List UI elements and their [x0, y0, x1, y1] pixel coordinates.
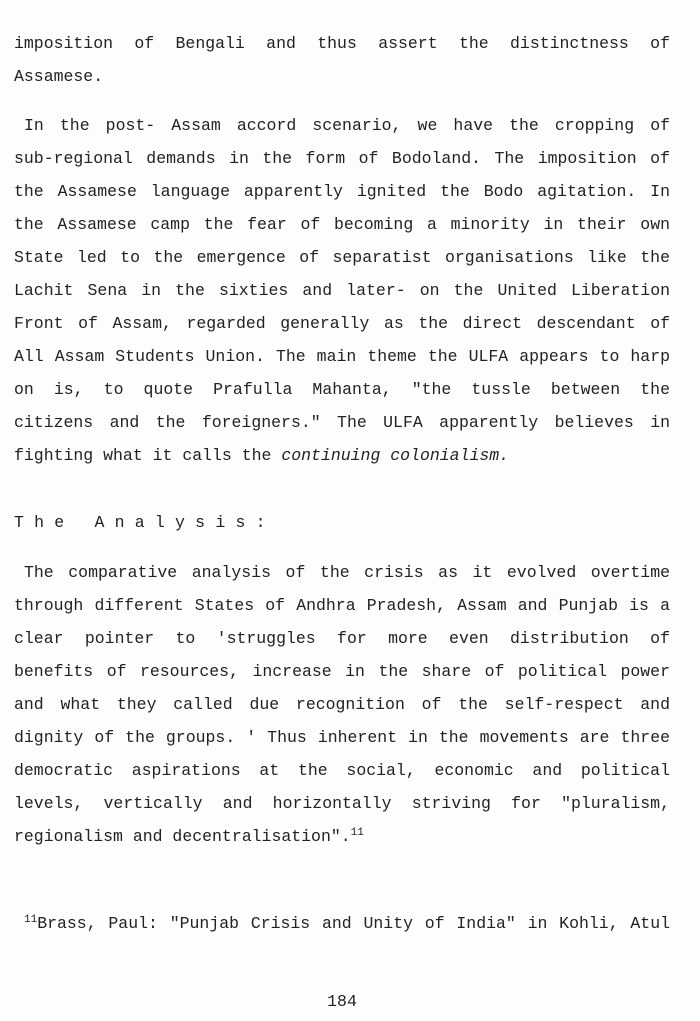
footnote — [14, 907, 670, 940]
footnote-text: Brass, Paul: "Punjab Crisis and Unity of India" in Kohli, Atul — [37, 914, 670, 933]
text-line: through different States of Andhra Pradesh, Assam and Punjab is a — [14, 596, 670, 615]
paragraph-2 — [14, 109, 670, 472]
page-number-area — [14, 985, 670, 1018]
page-number: 184 — [327, 992, 357, 1011]
text-line: State led to the emergence of separatist organisations like the — [14, 248, 670, 267]
paragraph-1 — [14, 27, 670, 93]
text-line: imposition of Bengali and thus assert the distinctness of — [14, 34, 670, 53]
footnote-line — [14, 907, 670, 940]
text-line: All Assam Students Union. The main theme the ULFA appears to harp — [14, 347, 670, 366]
text-line: benefits of resources, increase in the share of political power — [14, 662, 670, 681]
text-run: fighting what it calls the — [14, 446, 282, 465]
text-line — [14, 439, 670, 472]
text-line: sub-regional demands in the form of Bodoland. The imposition of — [14, 149, 670, 168]
section-heading — [14, 506, 670, 539]
text-run: regionalism and decentralisation". — [14, 827, 351, 846]
text-line: levels, vertically and horizontally striving for "pluralism, — [14, 794, 670, 813]
text-line: clear pointer to 'struggles for more even distribution of — [14, 629, 670, 648]
text-line: the Assamese camp the fear of becoming a minority in their own — [14, 215, 670, 234]
text-line: Lachit Sena in the sixties and later- on the United Liberation — [14, 281, 670, 300]
footnote-reference-marker: 11 — [350, 827, 364, 839]
text-line: citizens and the foreigners." The ULFA apparently believes in — [14, 413, 670, 432]
text-line: Front of Assam, regarded generally as the direct descendant of — [14, 314, 670, 333]
text-line: Assamese. — [14, 67, 104, 86]
paragraph-3 — [14, 556, 670, 853]
text-line: democratic aspirations at the social, economic and political — [14, 761, 670, 780]
text-line: The comparative analysis of the crisis as it evolved overtime — [24, 563, 670, 582]
text-line: on is, to quote Prafulla Mahanta, "the tussle between the — [14, 380, 670, 399]
italic-text: continuing colonialism. — [281, 446, 510, 465]
text-line — [14, 820, 670, 853]
text-line: and what they called due recognition of the self-respect and — [14, 695, 670, 714]
text-line: In the post- Assam accord scenario, we have the cropping of — [24, 116, 670, 135]
text-line: dignity of the groups. ' Thus inherent in the movements are three — [14, 728, 670, 747]
footnote-marker: 11 — [24, 914, 38, 926]
text-line: the Assamese language apparently ignited the Bodo agitation. In — [14, 182, 670, 201]
section-heading-text: The Analysis: — [14, 513, 276, 532]
